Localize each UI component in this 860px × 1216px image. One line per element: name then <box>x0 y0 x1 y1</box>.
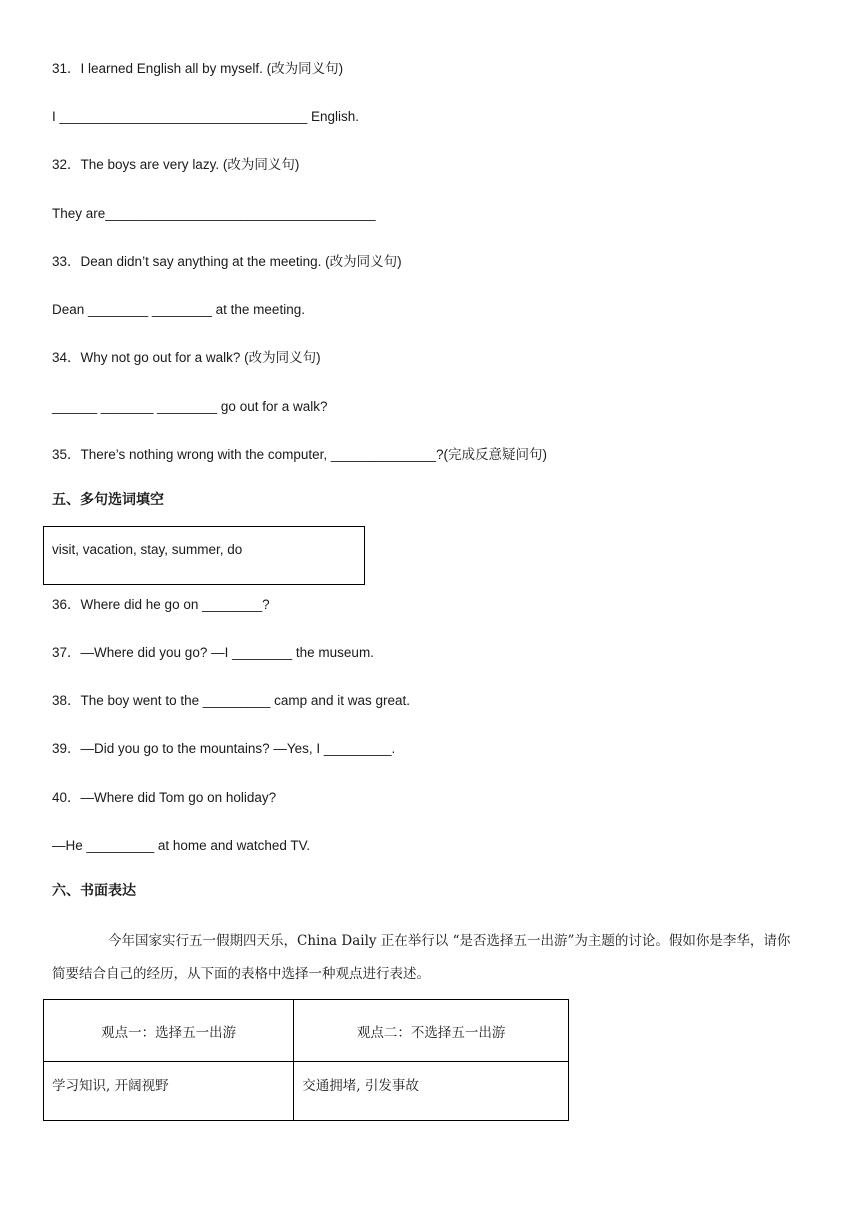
answer-line-34: ______ _______ ________ go out for a walk? <box>52 399 328 414</box>
section-5-heading: 五、多句选词填空 <box>52 491 164 507</box>
question-34: 34．Why not go out for a walk? (改为同义句) <box>52 350 321 365</box>
opinion-1-reason: 学习知识, 开阔视野 <box>44 1062 294 1121</box>
word-bank-text: visit, vacation, stay, summer, do <box>52 542 243 557</box>
answer-line-31: I _________________________________ English. <box>52 109 360 124</box>
word-bank-box <box>43 526 365 585</box>
answer-line-32: They are____________________________________ <box>52 206 376 221</box>
opinion-2-header: 观点二：不选择五一出游 <box>294 1000 569 1062</box>
question-36: 36．Where did he go on ________? <box>52 597 270 612</box>
question-33: 33．Dean didn’t say anything at the meeting. (改为同义句) <box>52 254 402 269</box>
question-39: 39．—Did you go to the mountains? —Yes, I _________. <box>52 741 396 756</box>
opinion-2-reason: 交通拥堵, 引发事故 <box>294 1062 569 1121</box>
section-6-heading: 六、书面表达 <box>52 882 136 898</box>
answer-line-33: Dean ________ ________ at the meeting. <box>52 302 305 317</box>
opinion-table <box>43 999 569 1121</box>
question-38: 38．The boy went to the _________ camp and it was great. <box>52 693 410 708</box>
writing-prompt: 今年国家实行五一假期四天乐，China Daily 正在举行以 “是否选择五一出游”为主题的讨论。假如你是李华，请你简要结合自己的经历，从下面的表格中选择一种观点进行表述。 <box>52 933 791 982</box>
question-37: 37．—Where did you go? —I ________ the museum. <box>52 645 374 660</box>
opinion-1-header: 观点一：选择五一出游 <box>44 1000 294 1062</box>
question-32: 32．The boys are very lazy. (改为同义句) <box>52 157 300 172</box>
answer-line-40: —He _________ at home and watched TV. <box>52 838 311 853</box>
question-31: 31．I learned English all by myself. (改为同义句) <box>52 61 344 76</box>
question-35: 35．There’s nothing wrong with the computer, ______________?(完成反意疑问句) <box>52 447 548 462</box>
question-40: 40．—Where did Tom go on holiday? <box>52 790 277 805</box>
